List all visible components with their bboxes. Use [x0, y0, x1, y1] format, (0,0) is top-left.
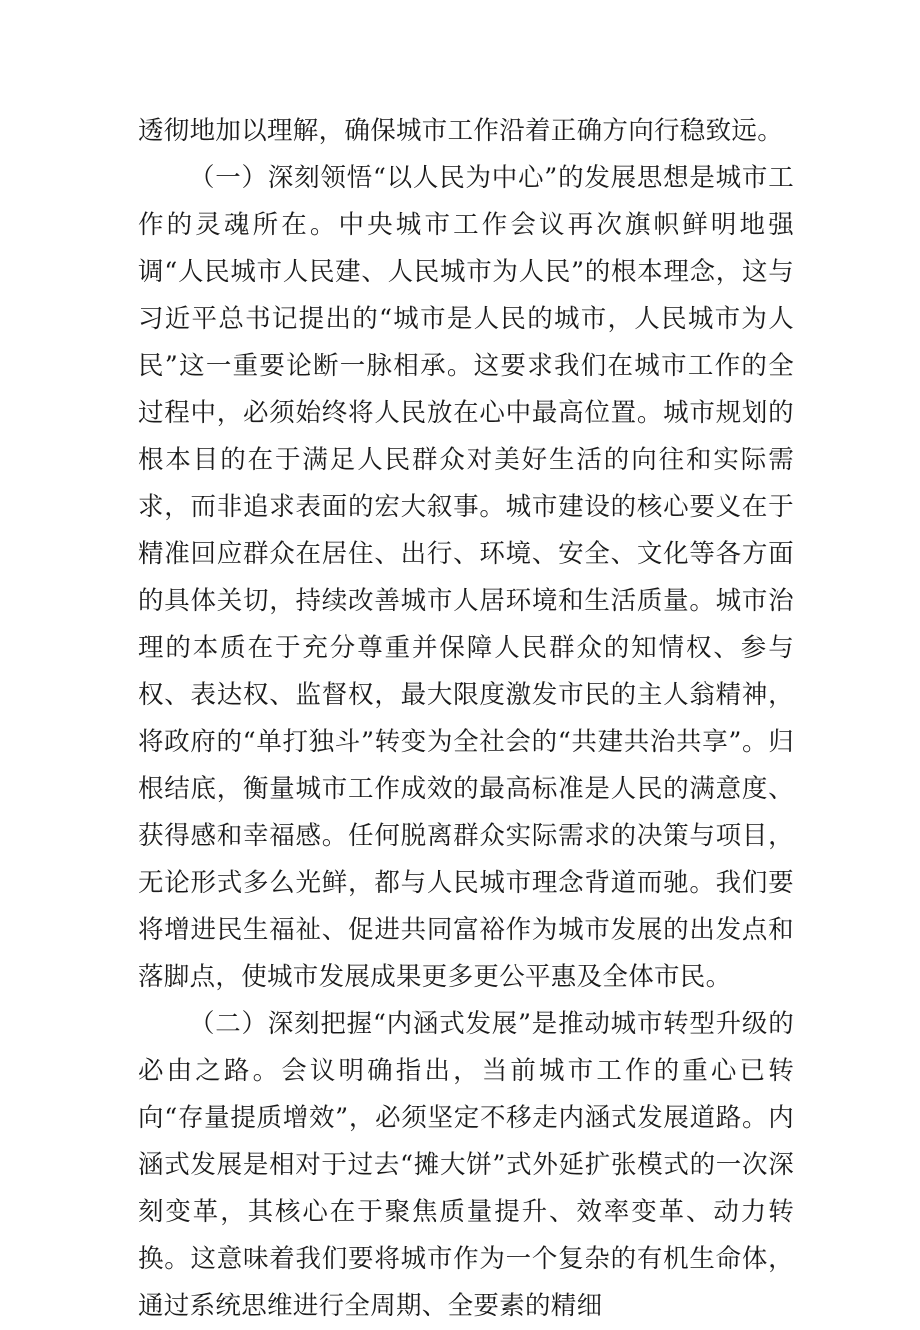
- document-body: [138, 108, 794, 1330]
- paragraph-section-one: （一）深刻领悟“以人民为中心”的发展思想是城市工作的灵魂所在。中央城市工作会议再次旗帜鲜明地强调“人民城市人民建、人民城市为人民”的根本理念，这与习近平总书记提出的“城市是人民的城市，人民城市为人民”这一重要论断一脉相承。这要求我们在城市工作的全过程中，必须始终将人民放在心中最高位置。城市规划的根本目的在于满足人民群众对美好生活的向往和实际需求，而非追求表面的宏大叙事。城市建设的核心要义在于精准回应群众在居住、出行、环境、安全、文化等各方面的具体关切，持续改善城市人居环境和生活质量。城市治理的本质在于充分尊重并保障人民群众的知情权、参与权、表达权、监督权，最大限度激发市民的主人翁精神，将政府的“单打独斗”转变为全社会的“共建共治共享”。归根结底，衡量城市工作成效的最高标准是人民的满意度、获得感和幸福感。任何脱离群众实际需求的决策与项目，无论形式多么光鲜，都与人民城市理念背道而驰。我们要将增进民生福祉、促进共同富裕作为城市发展的出发点和落脚点，使城市发展成果更多更公平惠及全体市民。: [138, 163, 794, 992]
- paragraph-continuation: 透彻地加以理解，确保城市工作沿着正确方向行稳致远。: [138, 116, 784, 146]
- paragraph-section-two: （二）深刻把握“内涵式发展”是推动城市转型升级的必由之路。会议明确指出，当前城市工作的重心已转向“存量提质增效”，必须坚定不移走内涵式发展道路。内涵式发展是相对于过去“摊大饼”式外延扩张模式的一次深刻变革，其核心在于聚焦质量提升、效率变革、动力转换。这意味着我们要将城市作为一个复杂的有机生命体，通过系统思维进行全周期、全要素的精细: [138, 1009, 794, 1321]
